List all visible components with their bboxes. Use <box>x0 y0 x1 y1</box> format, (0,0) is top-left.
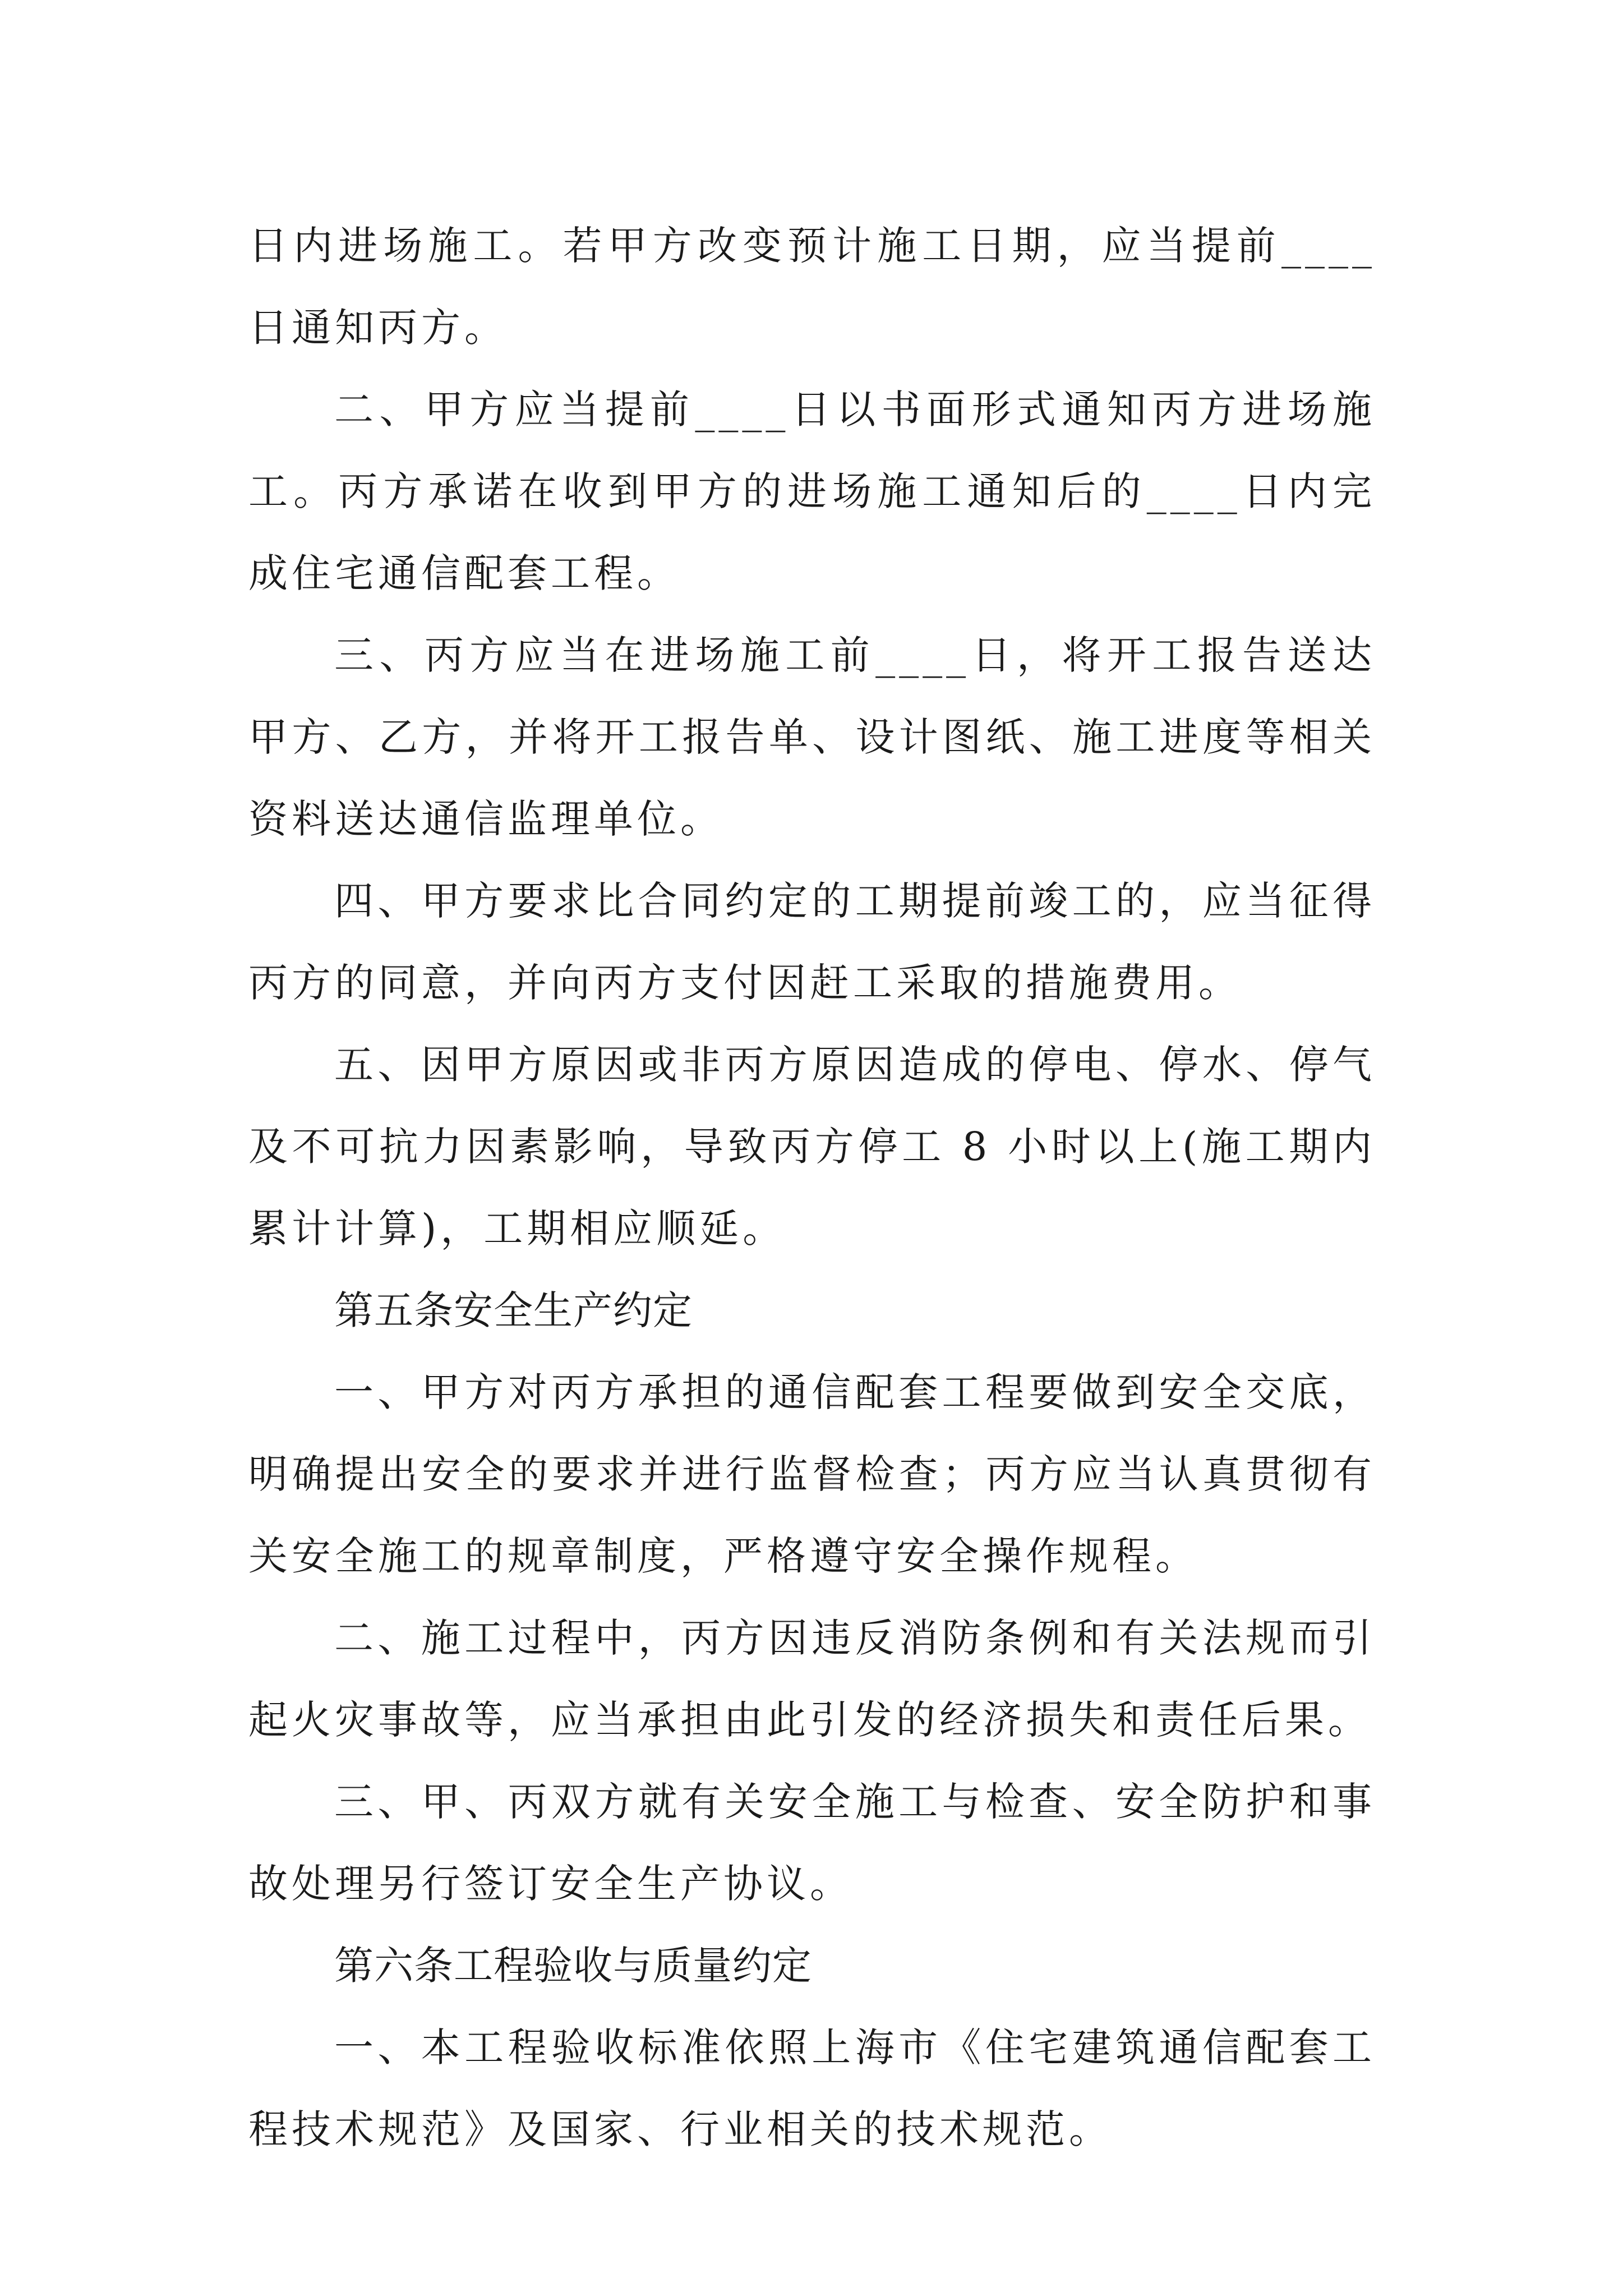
paragraph-clause-2: 二、甲方应当提前____日以书面形式通知丙方进场施工。丙方承诺在收到甲方的进场施工通知后的____日内完成住宅通信配套工程。 <box>248 386 1376 596</box>
paragraph-safety-3: 三、甲、丙双方就有关安全施工与检查、安全防护和事故处理另行签订安全生产协议。 <box>248 1779 1376 1907</box>
paragraph-continuation: 日内进场施工。若甲方改变预计施工日期，应当提前____日通知丙方。 <box>248 223 1376 351</box>
paragraph-clause-3: 三、丙方应当在进场施工前____日，将开工报告送达甲方、乙方，并将开工报告单、设计图纸、施工进度等相关资料送达通信监理单位。 <box>248 632 1376 842</box>
paragraph-clause-4: 四、甲方要求比合同约定的工期提前竣工的，应当征得丙方的同意，并向丙方支付因赶工采取的措施费用。 <box>248 878 1376 1006</box>
paragraph-clause-5: 五、因甲方原因或非丙方原因造成的停电、停水、停气及不可抗力因素影响，导致丙方停工 8 小时以上(施工期内累计计算)，工期相应顺延。 <box>248 1042 1376 1251</box>
section-heading-article-6: 第六条工程验收与质量约定 <box>334 1943 812 1989</box>
paragraph-safety-2: 二、施工过程中，丙方因违反消防条例和有关法规而引起火灾事故等，应当承担由此引发的经济损失和责任后果。 <box>248 1615 1376 1743</box>
paragraph-safety-1: 一、甲方对丙方承担的通信配套工程要做到安全交底，明确提出安全的要求并进行监督检查；丙方应当认真贯彻有关安全施工的规章制度，严格遵守安全操作规程。 <box>248 1369 1376 1579</box>
section-heading-article-5: 第五条安全生产约定 <box>334 1287 693 1333</box>
paragraph-acceptance-1: 一、本工程验收标准依照上海市《住宅建筑通信配套工程技术规范》及国家、行业相关的技术规范。 <box>248 2024 1376 2152</box>
document-body <box>248 205 1376 2170</box>
